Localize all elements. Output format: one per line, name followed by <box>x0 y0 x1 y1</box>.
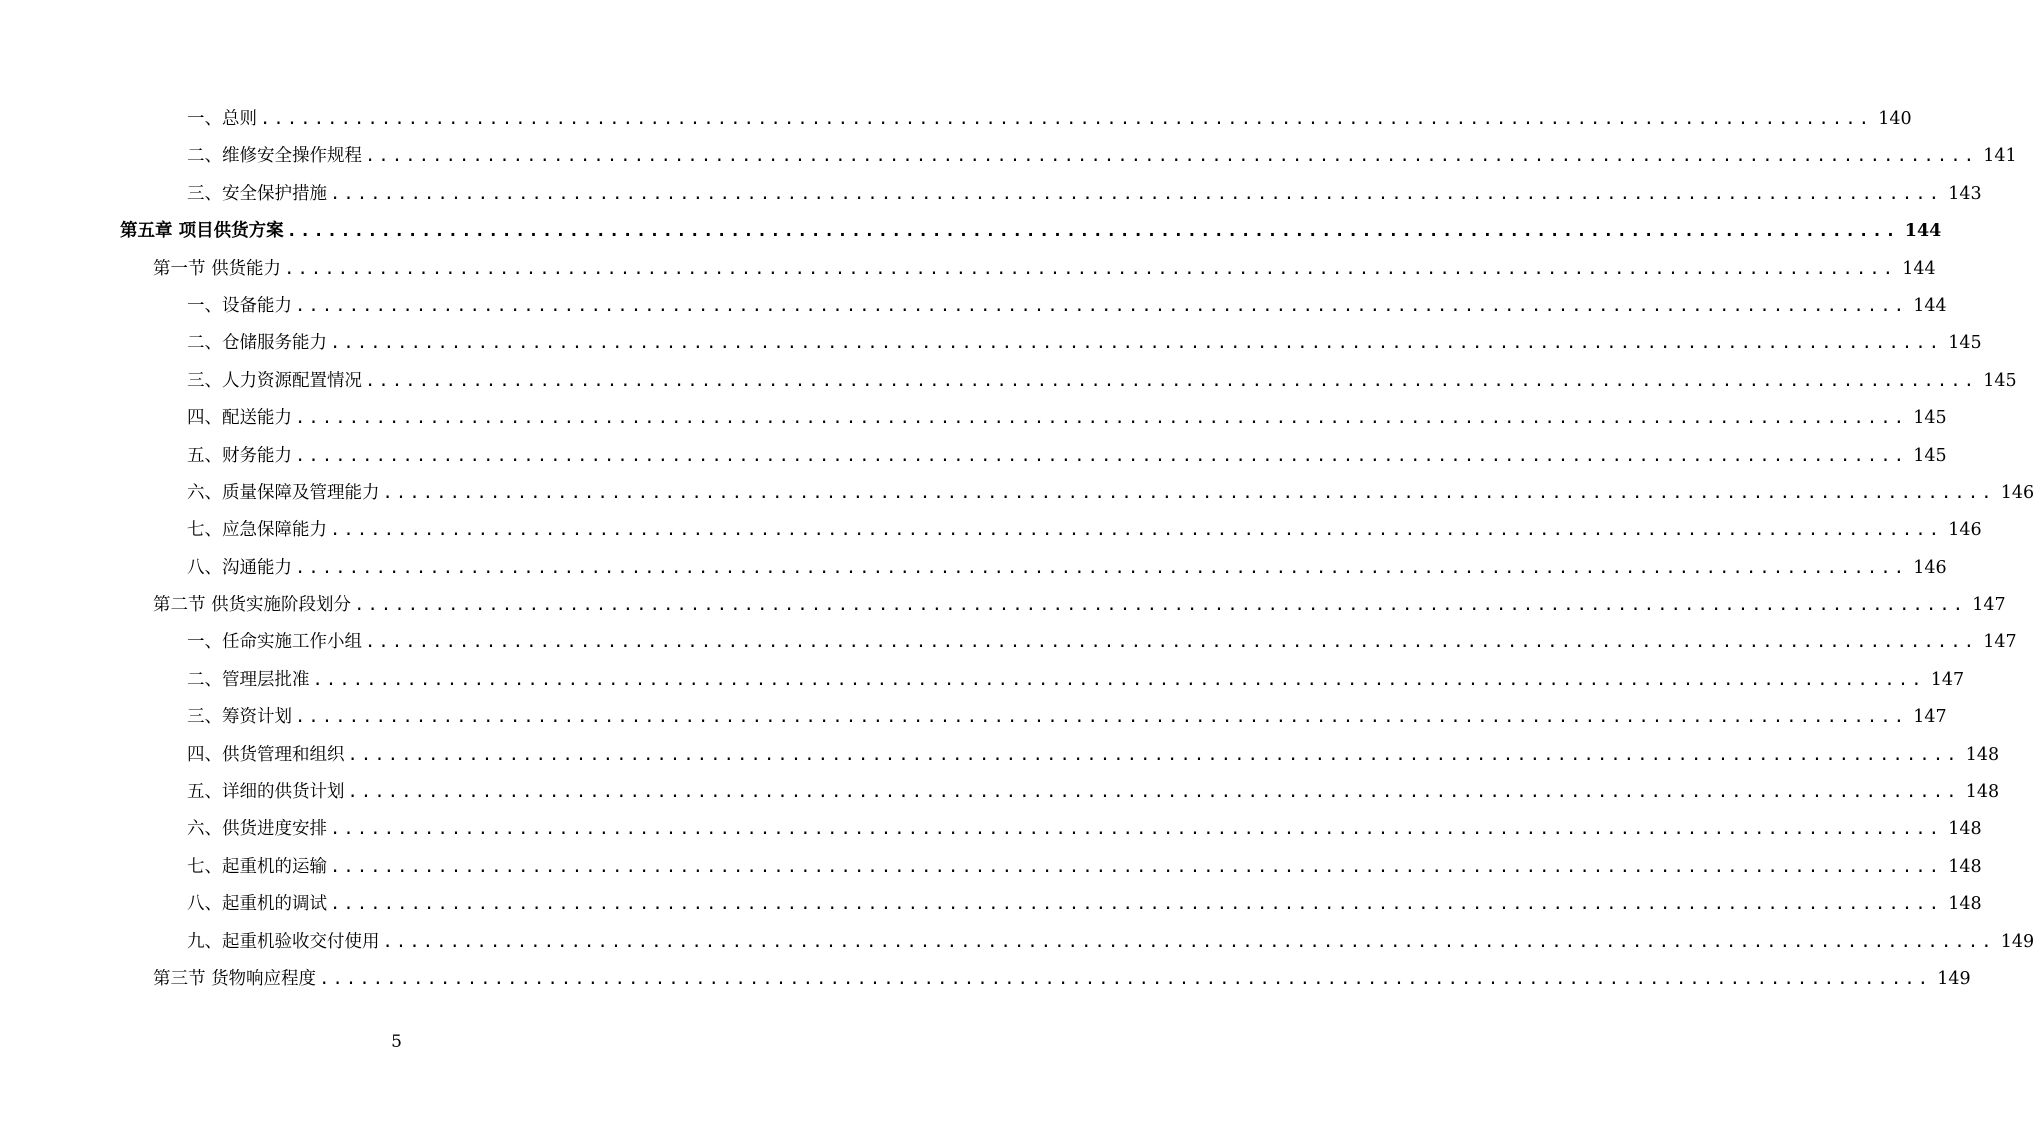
dot-leader: ........................................................................................................................ <box>347 782 1960 803</box>
toc-entry-label: 二、仓储服务能力 <box>187 325 330 362</box>
toc-entry-label: 八、起重机的调试 <box>187 886 330 923</box>
toc-entry[interactable] <box>0 737 2000 774</box>
toc-entry-page: 149 <box>1931 961 1970 998</box>
toc-entry-page: 148 <box>1942 886 1981 923</box>
toc-chapter-entry[interactable] <box>0 213 1942 250</box>
toc-entry-label: 三、安全保护措施 <box>187 176 330 213</box>
toc-entry-label: 三、筹资计划 <box>187 699 295 736</box>
toc-entry-label: 七、应急保障能力 <box>187 512 330 549</box>
toc-entry-page: 149 <box>1995 924 2034 961</box>
toc-entry-page: 144 <box>1907 288 1946 325</box>
toc-entry-label: 三、人力资源配置情况 <box>187 363 365 400</box>
toc-entry-page: 148 <box>1942 849 1981 886</box>
toc-entry-page: 147 <box>1977 624 2016 661</box>
toc-entry[interactable] <box>0 699 1947 736</box>
toc-entry-page: 148 <box>1960 774 1999 811</box>
dot-leader: ........................................................................................................................ <box>382 482 1995 503</box>
toc-entry-label: 一、任命实施工作小组 <box>187 624 365 661</box>
toc-section-entry[interactable] <box>0 961 1971 998</box>
toc-entry-label: 八、沟通能力 <box>187 550 295 587</box>
toc-entry-label: 四、配送能力 <box>187 400 295 437</box>
toc-entry[interactable] <box>0 288 1947 325</box>
toc-entry-page: 145 <box>1907 438 1946 475</box>
dot-leader: ........................................................................................................................ <box>312 669 1925 690</box>
dot-leader: ........................................................................................................................ <box>295 408 1908 429</box>
dot-leader: ........................................................................................................................ <box>319 968 1932 989</box>
page-number: 5 <box>391 1032 402 1052</box>
toc-entry[interactable] <box>0 138 2017 175</box>
toc-entry-label: 二、维修安全操作规程 <box>187 138 365 175</box>
dot-leader: ........................................................................................................................ <box>286 221 1899 242</box>
toc-entry[interactable] <box>0 774 2000 811</box>
dot-leader: ........................................................................................................................ <box>354 595 1967 616</box>
toc-entry-label: 六、质量保障及管理能力 <box>187 475 383 512</box>
dot-leader: ........................................................................................................................ <box>330 333 1943 354</box>
toc-entry-page: 144 <box>1896 251 1935 288</box>
toc-entry-page: 148 <box>1960 737 1999 774</box>
toc-entry-page: 147 <box>1907 699 1946 736</box>
toc-entry[interactable] <box>0 363 2017 400</box>
toc-entry-label: 第三节 货物响应程度 <box>153 961 319 998</box>
toc-entry-page: 146 <box>1907 550 1946 587</box>
toc-entry-page: 145 <box>1977 363 2016 400</box>
toc-entry-page: 147 <box>1925 662 1964 699</box>
dot-leader: ........................................................................................................................ <box>295 445 1908 466</box>
toc-entry-label: 第五章 项目供货方案 <box>120 213 287 250</box>
toc-entry[interactable] <box>0 438 1947 475</box>
dot-leader: ........................................................................................................................ <box>260 109 1873 129</box>
toc-entry-label: 五、财务能力 <box>187 438 295 475</box>
toc-entry[interactable] <box>0 400 1947 437</box>
toc-entry-label: 一、设备能力 <box>187 288 295 325</box>
toc-entry-label: 九、起重机验收交付使用 <box>187 924 383 961</box>
toc-entry[interactable] <box>0 924 2034 961</box>
dot-leader: ........................................................................................................................ <box>365 370 1978 391</box>
toc-entry-page: 148 <box>1942 811 1981 848</box>
toc-entry-label: 四、供货管理和组织 <box>187 737 348 774</box>
toc-entry-page: 144 <box>1899 213 1942 250</box>
toc-entry-label: 六、供货进度安排 <box>187 811 330 848</box>
toc-entry-label: 一、总则 <box>187 101 260 138</box>
toc-entry[interactable] <box>0 550 1947 587</box>
toc-entry-page: 146 <box>1995 475 2034 512</box>
dot-leader: ........................................................................................................................ <box>365 632 1978 653</box>
dot-leader: ........................................................................................................................ <box>365 146 1978 167</box>
toc-entry[interactable] <box>0 849 1982 886</box>
dot-leader: ........................................................................................................................ <box>295 707 1908 728</box>
toc-entry-page: 145 <box>1907 400 1946 437</box>
toc-entry[interactable] <box>0 662 1965 699</box>
table-of-contents <box>0 101 2034 998</box>
toc-entry-page: 141 <box>1977 138 2016 175</box>
toc-entry-page: 140 <box>1872 101 1911 138</box>
toc-entry-page: 147 <box>1966 587 2005 624</box>
dot-leader: ........................................................................................................................ <box>330 856 1943 877</box>
toc-entry-label: 五、详细的供货计划 <box>187 774 348 811</box>
dot-leader: ........................................................................................................................ <box>295 295 1908 316</box>
dot-leader: ........................................................................................................................ <box>330 894 1943 915</box>
toc-entry[interactable] <box>0 101 1912 138</box>
toc-entry[interactable] <box>0 886 1982 923</box>
toc-entry-page: 145 <box>1942 325 1981 362</box>
dot-leader: ........................................................................................................................ <box>347 744 1960 765</box>
dot-leader: ........................................................................................................................ <box>284 258 1897 279</box>
toc-entry-label: 第一节 供货能力 <box>153 251 284 288</box>
toc-entry-label: 七、起重机的运输 <box>187 849 330 886</box>
toc-entry-label: 二、管理层批准 <box>187 662 313 699</box>
dot-leader: ........................................................................................................................ <box>330 520 1943 541</box>
dot-leader: ........................................................................................................................ <box>382 931 1995 952</box>
toc-section-entry[interactable] <box>0 587 2006 624</box>
dot-leader: ........................................................................................................................ <box>330 819 1943 840</box>
dot-leader: ........................................................................................................................ <box>295 557 1908 578</box>
toc-entry[interactable] <box>0 512 1982 549</box>
toc-entry[interactable] <box>0 624 2017 661</box>
toc-entry-page: 143 <box>1942 176 1981 213</box>
toc-entry-label: 第二节 供货实施阶段划分 <box>153 587 354 624</box>
toc-entry[interactable] <box>0 475 2034 512</box>
toc-entry[interactable] <box>0 325 1982 362</box>
toc-entry[interactable] <box>0 176 1982 213</box>
toc-entry[interactable] <box>0 811 1982 848</box>
toc-section-entry[interactable] <box>0 251 1936 288</box>
toc-entry-page: 146 <box>1942 512 1981 549</box>
dot-leader: ........................................................................................................................ <box>330 183 1943 204</box>
